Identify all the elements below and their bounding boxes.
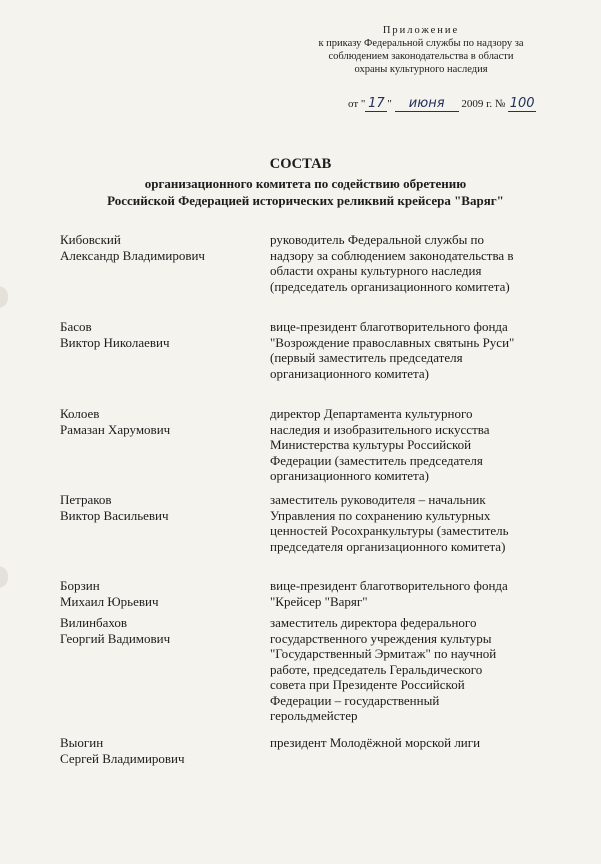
member-name: Борзин Михаил Юрьевич bbox=[60, 578, 159, 609]
order-quote: " bbox=[387, 98, 392, 110]
annex-label: Приложение bbox=[382, 25, 460, 36]
annex-line: к приказу Федеральной службы по надзору за bbox=[318, 38, 524, 49]
order-number: 100 bbox=[509, 96, 535, 111]
member-name: Петраков Виктор Васильевич bbox=[60, 492, 169, 523]
annex-line: охраны культурного наследия bbox=[354, 64, 488, 75]
member-name: Колоев Рамазан Харумович bbox=[60, 406, 171, 437]
member-position: вице-президент благотворительного фонда "Возрождение православных святынь Руси" (первый заместитель председателя организационного комитета) bbox=[270, 319, 515, 381]
annex-header bbox=[311, 24, 531, 76]
member-name: Вилинбахов Георгий Вадимович bbox=[60, 615, 171, 646]
member-position: директор Департамента культурного наследия и изобразительного искусства Министерства культуры Российской Федерации (заместитель председателя организационного комитета) bbox=[270, 406, 490, 483]
order-date-line bbox=[348, 97, 536, 112]
member-position: заместитель руководителя – начальник Управления по сохранению культурных ценностей Росохранкультуры (заместитель председателя организационного комитета) bbox=[270, 492, 509, 554]
order-day: 17 bbox=[365, 97, 387, 112]
order-prefix: от " bbox=[348, 98, 366, 110]
member-position: заместитель директора федерального государственного учреждения культуры "Государственный Эрмитаж" по научной работе, председатель Геральдического совета при Президенте Российской Федерации – государственный герольдмейстер bbox=[270, 615, 497, 723]
member-position: президент Молодёжной морской лиги bbox=[270, 735, 481, 750]
annex-line: соблюдением законодательства в области bbox=[328, 51, 514, 62]
order-year: 2009 г. № bbox=[461, 98, 506, 110]
document-title: СОСТАВ bbox=[269, 156, 332, 172]
subtitle-line: организационного комитета по содействию обретению bbox=[144, 176, 467, 191]
subtitle-line: Российской Федерацией исторических реликвий крейсера "Варяг" bbox=[107, 193, 504, 208]
punch-hole bbox=[0, 286, 8, 308]
document-subtitle bbox=[80, 175, 531, 209]
order-month: июня bbox=[395, 97, 459, 112]
punch-hole bbox=[0, 566, 8, 588]
member-position: руководитель Федеральной службы по надзору за соблюдением законодательства в области охраны культурного наследия (председатель организационного комитета) bbox=[270, 232, 514, 294]
member-name: Кибовский Александр Владимирович bbox=[60, 232, 205, 263]
member-name: Басов Виктор Николаевич bbox=[60, 319, 170, 350]
member-position: вице-президент благотворительного фонда "Крейсер "Варяг" bbox=[270, 578, 508, 609]
member-name: Выогин Сергей Владимирович bbox=[60, 735, 185, 766]
